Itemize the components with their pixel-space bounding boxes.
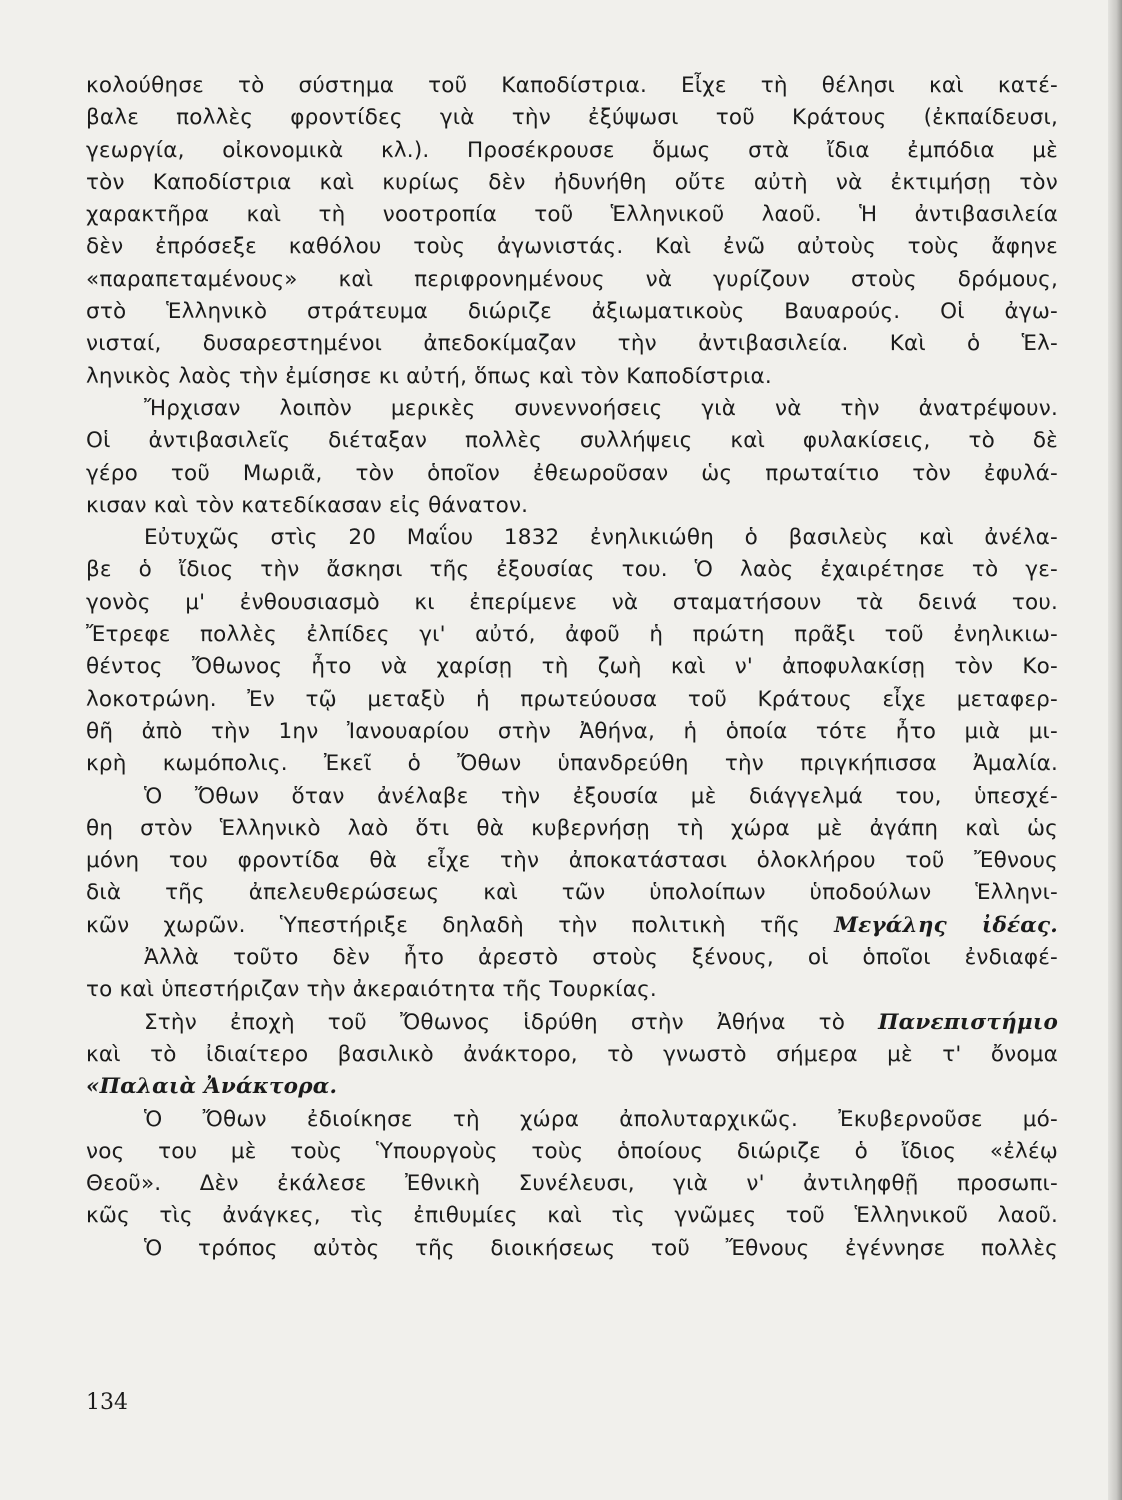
text-line [86, 1168, 1058, 1200]
text-line [86, 102, 1058, 134]
text-line-content: το καὶ ὑπεστήριζαν τὴν ἀκεραιότητα τῆς Τουρκίας. [86, 977, 657, 1003]
text-line-content: ληνικὸς λαὸς τὴν ἐμίσησε κι αὐτή, ὅπως καὶ τὸν Καποδίστρια. [86, 363, 772, 389]
text-line-content: Στὴν ἐποχὴ τοῦ Ὄθωνος ἱδρύθη στὴν Ἀθήνα τὸ [144, 1009, 879, 1035]
text-line [86, 554, 1058, 586]
text-line [86, 813, 1058, 845]
text-line [86, 1104, 1058, 1136]
text-line-content: λοκοτρώνη. Ἐν τῷ μεταξὺ ἡ πρωτεύουσα τοῦ Κράτους εἶχε μεταφερ- [86, 686, 1058, 712]
text-line [86, 716, 1058, 748]
emphasized-term: Μεγάλης ἰδέας. [834, 912, 1058, 938]
text-line [86, 1200, 1058, 1232]
text-line [86, 1233, 1058, 1265]
text-line-content: μόνη του φροντίδα θὰ εἶχε τὴν ἀποκατάστασι ὁλοκλήρου τοῦ Ἔθνους [86, 848, 1058, 874]
text-line-content: βε ὁ ἴδιος τὴν ἄσκησι τῆς ἐξουσίας του. Ὁ λαὸς ἐχαιρέτησε τὸ γε- [86, 557, 1058, 583]
text-line [86, 167, 1058, 199]
text-line-content: κολούθησε τὸ σύστημα τοῦ Καποδίστρια. Εἶχε τὴ θέλησι καὶ κατέ- [86, 73, 1058, 98]
text-line-content: δὲν ἐπρόσεξε καθόλου τοὺς ἀγωνιστάς. Καὶ ἐνῶ αὐτοὺς τοὺς ἄφηνε [86, 234, 1058, 260]
text-line-content: Εὐτυχῶς στὶς 20 Μαΐου 1832 ἐνηλικιώθη ὁ βασιλεὺς καὶ ἀνέλα- [144, 525, 1058, 551]
text-line [86, 1039, 1058, 1071]
text-line [86, 877, 1058, 909]
text-line [86, 845, 1058, 877]
page-edge-shadow [1108, 0, 1122, 1500]
emphasized-term: «Παλαιὰ Ἀνάκτορα. [86, 1074, 338, 1100]
text-line [86, 684, 1058, 716]
page-number: 134 [86, 1390, 128, 1415]
text-line-content: γέρο τοῦ Μωριᾶ, τὸν ὁποῖον ἐθεωροῦσαν ὡς πρωταίτιο τὸν ἐφυλά- [86, 460, 1058, 486]
text-line [86, 425, 1058, 457]
body-text [86, 70, 1058, 1265]
text-line-content: κισαν καὶ τὸν κατεδίκασαν εἰς θάνατον. [86, 492, 529, 518]
text-line-content: Ἤρχισαν λοιπὸν μερικὲς συνεννοήσεις γιὰ νὰ τὴν ἀνατρέψουν. [144, 395, 1058, 421]
text-line [86, 587, 1058, 619]
text-line-content: κῶς τὶς ἀνάγκες, τὶς ἐπιθυμίες καὶ τὶς γνῶμες τοῦ Ἑλληνικοῦ λαοῦ. [86, 1203, 1058, 1229]
text-line [86, 458, 1058, 490]
text-line [86, 1136, 1058, 1168]
text-line-content: τὸν Καποδίστρια καὶ κυρίως δὲν ἠδυνήθη οὔτε αὐτὴ νὰ ἐκτιμήσῃ τὸν [86, 169, 1058, 195]
text-line [86, 974, 1058, 1006]
text-line [86, 490, 1058, 522]
text-line-content: θη στὸν Ἑλληνικὸ λαὸ ὅτι θὰ κυβερνήσῃ τὴ χώρα μὲ ἀγάπη καὶ ὡς [86, 815, 1058, 841]
text-line-content: κῶν χωρῶν. Ὑπεστήριξε δηλαδὴ τὴν πολιτικὴ τῆς [86, 912, 835, 938]
text-line [86, 651, 1058, 683]
text-line [86, 748, 1058, 780]
text-line [86, 1071, 1058, 1103]
text-line [86, 781, 1058, 813]
text-line [86, 393, 1058, 425]
text-line-content: Ἀλλὰ τοῦτο δὲν ἦτο ἀρεστὸ στοὺς ξένους, οἱ ὁποῖοι ἐνδιαφέ- [144, 945, 1058, 971]
text-line-content: νισταί, δυσαρεστημένοι ἀπεδοκίμαζαν τὴν ἀντιβασιλεία. Καὶ ὁ Ἑλ- [86, 331, 1058, 357]
text-line-content: γεωργία, οἰκονομικὰ κλ.). Προσέκρουσε ὅμως στὰ ἴδια ἐμπόδια μὲ [86, 137, 1058, 163]
text-line [86, 910, 1058, 942]
text-line-content: Ὁ Ὄθων ἐδιοίκησε τὴ χώρα ἀπολυταρχικῶς. Ἐκυβερνοῦσε μό- [144, 1106, 1058, 1132]
text-line-content: Ὁ τρόπος αὐτὸς τῆς διοικήσεως τοῦ Ἔθνους ἐγέννησε πολλὲς [144, 1235, 1058, 1261]
text-line [86, 1007, 1058, 1039]
text-line [86, 296, 1058, 328]
text-line [86, 264, 1058, 296]
text-line-content: διὰ τῆς ἀπελευθερώσεως καὶ τῶν ὑπολοίπων ὑποδούλων Ἑλληνι- [86, 880, 1058, 906]
text-line-content: Θεοῦ». Δὲν ἐκάλεσε Ἐθνικὴ Συνέλευσι, γιὰ ν' ἀντιληφθῇ προσωπι- [86, 1171, 1058, 1197]
text-line-content: Ἔτρεφε πολλὲς ἐλπίδες γι' αὐτό, ἀφοῦ ἡ πρώτη πρᾶξι τοῦ ἐνηλικιω- [86, 622, 1058, 648]
text-line-content: στὸ Ἑλληνικὸ στράτευμα διώριζε ἀξιωματικοὺς Βαυαρούς. Οἱ ἀγω- [86, 299, 1058, 325]
text-line [86, 942, 1058, 974]
text-line [86, 199, 1058, 231]
text-line-content: κρὴ κωμόπολις. Ἐκεῖ ὁ Ὄθων ὑπανδρεύθη τὴν πριγκήπισσα Ἀμαλία. [86, 751, 1058, 777]
text-line [86, 619, 1058, 651]
text-line-content: «παραπεταμένους» καὶ περιφρονημένους νὰ γυρίζουν στοὺς δρόμους, [86, 266, 1058, 292]
text-line-content: βαλε πολλὲς φροντίδες γιὰ τὴν ἐξύψωσι τοῦ Κράτους (ἐκπαίδευσι, [86, 105, 1058, 131]
text-line [86, 231, 1058, 263]
text-line-content: θῆ ἀπὸ τὴν 1ην Ἰανουαρίου στὴν Ἀθήνα, ἡ ὁποία τότε ἦτο μιὰ μι- [86, 718, 1058, 744]
text-line-content: Ὁ Ὄθων ὅταν ἀνέλαβε τὴν ἐξουσία μὲ διάγγελμά του, ὑπεσχέ- [144, 783, 1058, 809]
text-line-content: θέντος Ὄθωνος ἦτο νὰ χαρίσῃ τὴ ζωὴ καὶ ν' ἀποφυλακίσῃ τὸν Κο- [86, 654, 1058, 680]
text-line-content: νος του μὲ τοὺς Ὑπουργοὺς τοὺς ὁποίους διώριζε ὁ ἴδιος «ἐλέῳ [86, 1138, 1058, 1164]
text-line-content: Οἱ ἀντιβασιλεῖς διέταξαν πολλὲς συλλήψεις καὶ φυλακίσεις, τὸ δὲ [86, 428, 1058, 454]
text-line [86, 70, 1058, 102]
text-line-content: καὶ τὸ ἰδιαίτερο βασιλικὸ ἀνάκτορο, τὸ γνωστὸ σήμερα μὲ τ' ὄνομα [86, 1041, 1058, 1067]
text-line [86, 328, 1058, 360]
text-line [86, 135, 1058, 167]
text-line-content: γονὸς μ' ἐνθουσιασμὸ κι ἐπερίμενε νὰ σταματήσουν τὰ δεινά του. [86, 589, 1058, 615]
text-line [86, 522, 1058, 554]
text-line [86, 361, 1058, 393]
emphasized-term: Πανεπιστήμιο [878, 1009, 1058, 1035]
text-line-content: χαρακτῆρα καὶ τὴ νοοτροπία τοῦ Ἑλληνικοῦ λαοῦ. Ἡ ἀντιβασιλεία [86, 202, 1058, 228]
